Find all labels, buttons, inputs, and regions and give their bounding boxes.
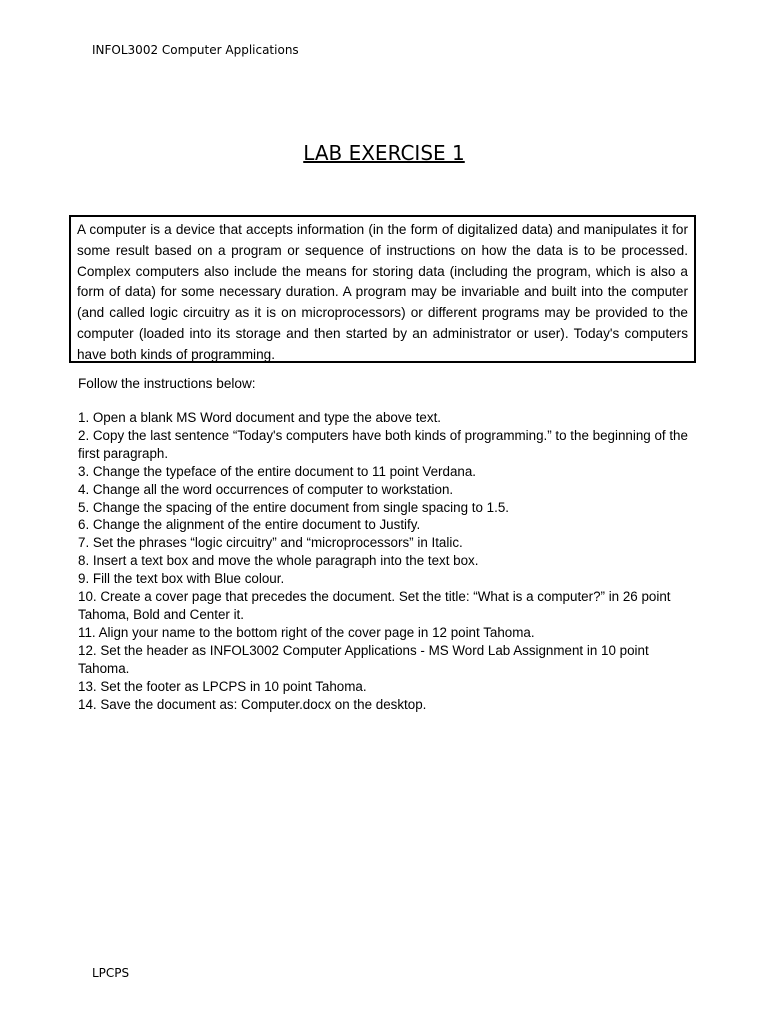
page-title: LAB EXERCISE 1	[303, 141, 465, 165]
instruction-item: 1. Open a blank MS Word document and type the above text.	[78, 410, 442, 425]
passage-box	[69, 215, 696, 363]
instruction-item: 13. Set the footer as LPCPS in 10 point Tahoma.	[78, 678, 367, 694]
instruction-item: 12. Set the header as INFOL3002 Computer Applications - MS Word Lab Assignment in 10 point Tahoma.	[78, 642, 649, 676]
instruction-item: 10. Create a cover page that precedes the document. Set the title: “What is a computer?” in 26 point Tahoma, Bold and Center it.	[78, 589, 671, 622]
instruction-item: 8. Insert a text box and move the whole paragraph into the text box.	[78, 553, 479, 569]
passage-text: A computer is a device that accepts information (in the form of digitalized data) and manipulates it for some result based on a program or sequence of instructions on how the data is to be processed. Complex computers also include the means for storing data (including the program, which is also a form of data) for some necessary duration. A program may be invariable and built into the computer (and called logic circuitry as it is on microprocessors) or different programs may be provided to the computer (loaded into its storage and then started by an administrator or user). Today's computers have both kinds of programming.	[77, 222, 688, 362]
instruction-item: 14. Save the document as: Computer.docx on the desktop.	[78, 696, 427, 712]
page-header: INFOL3002 Computer Applications	[92, 43, 299, 57]
page-footer: LPCPS	[92, 966, 130, 980]
instruction-item: 11. Align your name to the bottom right of the cover page in 12 point Tahoma.	[78, 624, 535, 640]
instructions-list	[78, 409, 690, 713]
instruction-item: 5. Change the spacing of the entire document from single spacing to 1.5.	[78, 499, 509, 515]
instruction-item: 3. Change the typeface of the entire document to 11 point Verdana.	[78, 463, 477, 479]
instruction-item: 2. Copy the last sentence “Today's computers have both kinds of programming.” to the beginning of the first paragraph.	[78, 427, 688, 461]
instructions-intro: Follow the instructions below:	[78, 376, 256, 391]
instruction-item: 7. Set the phrases “logic circuitry” and “microprocessors” in Italic.	[78, 535, 463, 551]
instruction-item: 9. Fill the text box with Blue colour.	[78, 571, 285, 587]
instruction-item: 6. Change the alignment of the entire document to Justify.	[78, 517, 421, 533]
instruction-item: 4. Change all the word occurrences of computer to workstation.	[78, 481, 454, 497]
